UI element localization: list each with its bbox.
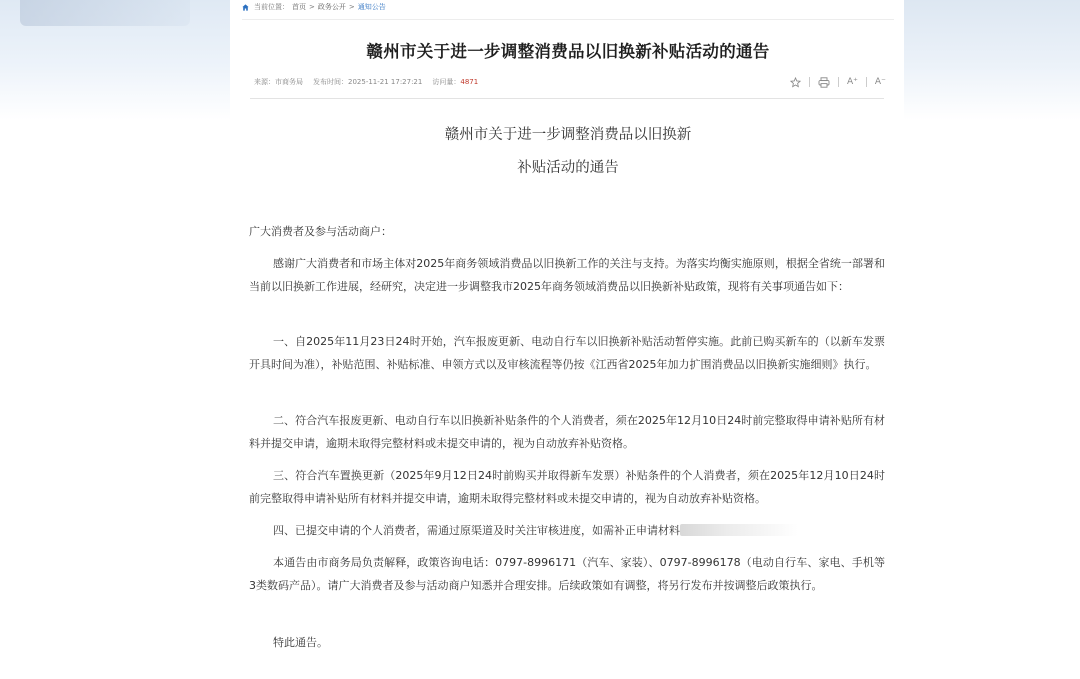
views-label: 访问量：	[432, 78, 461, 86]
item-4-text: 四、已提交申请的个人消费者，需通过原渠道及时关注审核进度，如需补正申请材料	[273, 524, 680, 537]
font-larger-icon: A⁺	[847, 77, 858, 87]
tool-separator	[866, 77, 867, 87]
header-background-right	[904, 0, 1080, 120]
article-tools	[790, 76, 886, 88]
article-page	[230, 0, 904, 679]
item-3-paragraph: 三、符合汽车置换更新（2025年9月12日24时前购买并取得新车发票）补贴条件的个人消费者，须在2025年12月10日24时前完整取得申请补贴所有材料并提交申请，逾期未取得完整材料或未提交申请的，视为自动放弃补贴资格。	[249, 469, 885, 505]
breadcrumb-home-link[interactable]: 首页	[292, 3, 306, 11]
font-smaller-icon: A⁻	[874, 77, 886, 87]
views-count: 4871	[460, 78, 479, 86]
article-subtitle-line2: 补贴活动的通告	[517, 160, 619, 176]
home-icon	[242, 4, 249, 11]
print-icon	[818, 77, 830, 88]
item-4-paragraph	[249, 519, 885, 542]
article-subtitle-line1: 赣州市关于进一步调整消费品以旧换新	[444, 127, 692, 143]
salutation: 广大消费者及参与活动商户：	[249, 225, 392, 238]
breadcrumb-separator: >	[348, 3, 355, 11]
tool-separator	[809, 77, 810, 87]
breadcrumb-current-link[interactable]: 通知公告	[357, 3, 386, 11]
item-2-paragraph: 二、符合汽车报废更新、电动自行车以旧换新补贴条件的个人消费者，须在2025年12月10日24时前完整取得申请补贴所有材料并提交申请，逾期未取得完整材料或未提交申请的，视为自动放弃补贴资格。	[249, 414, 885, 450]
redacted-text-blur	[680, 524, 798, 536]
closing-paragraph: 特此通告。	[273, 636, 328, 649]
tool-separator	[838, 77, 839, 87]
breadcrumb-separator: >	[309, 3, 315, 11]
divider	[242, 19, 894, 20]
article-title: 赣州市关于进一步调整消费品以旧换新补贴活动的通告	[366, 42, 770, 61]
font-smaller-button[interactable]	[875, 76, 886, 88]
item-1-paragraph: 一、自2025年11月23日24时开始，汽车报废更新、电动自行车以旧换新补贴活动暂停实施。此前已购买新车的（以新车发票开具时间为准），补贴范围、补贴标准、申领方式以及审核流程等仍按《江西省2025年加力扩围消费品以旧换新实施细则》执行。	[249, 335, 885, 371]
article-source: 来源：市商务局	[254, 78, 303, 86]
article-views	[432, 77, 478, 87]
header-skyline-image	[20, 0, 190, 26]
breadcrumb	[242, 0, 386, 14]
article-meta	[254, 77, 478, 87]
divider	[250, 98, 884, 99]
intro-paragraph: 感谢广大消费者和市场主体对2025年商务领域消费品以旧换新工作的关注与支持。为落实均衡实施原则，根据全省统一部署和当前以旧换新工作进展，经研究，决定进一步调整我市2025年商务领域消费品以旧换新补贴政策，现将有关事项通告如下：	[249, 257, 885, 293]
print-button[interactable]	[818, 76, 830, 88]
star-icon	[790, 77, 801, 88]
breadcrumb-section-link[interactable]: 政务公开	[317, 3, 346, 11]
article-date: 发布时间：2025-11-21 17:27:21	[313, 78, 423, 86]
favorite-button[interactable]	[790, 76, 801, 88]
contact-paragraph: 本通告由市商务局负责解释，政策咨询电话：0797-8996171（汽车、家装）、0797-8996178（电动自行车、家电、手机等3类数码产品）。请广大消费者及参与活动商户知悉并合理安排。后续政策如有调整，将另行发布并按调整后政策执行。	[249, 556, 885, 592]
font-larger-button[interactable]	[847, 76, 858, 88]
breadcrumb-prefix: 当前位置：	[254, 3, 289, 11]
